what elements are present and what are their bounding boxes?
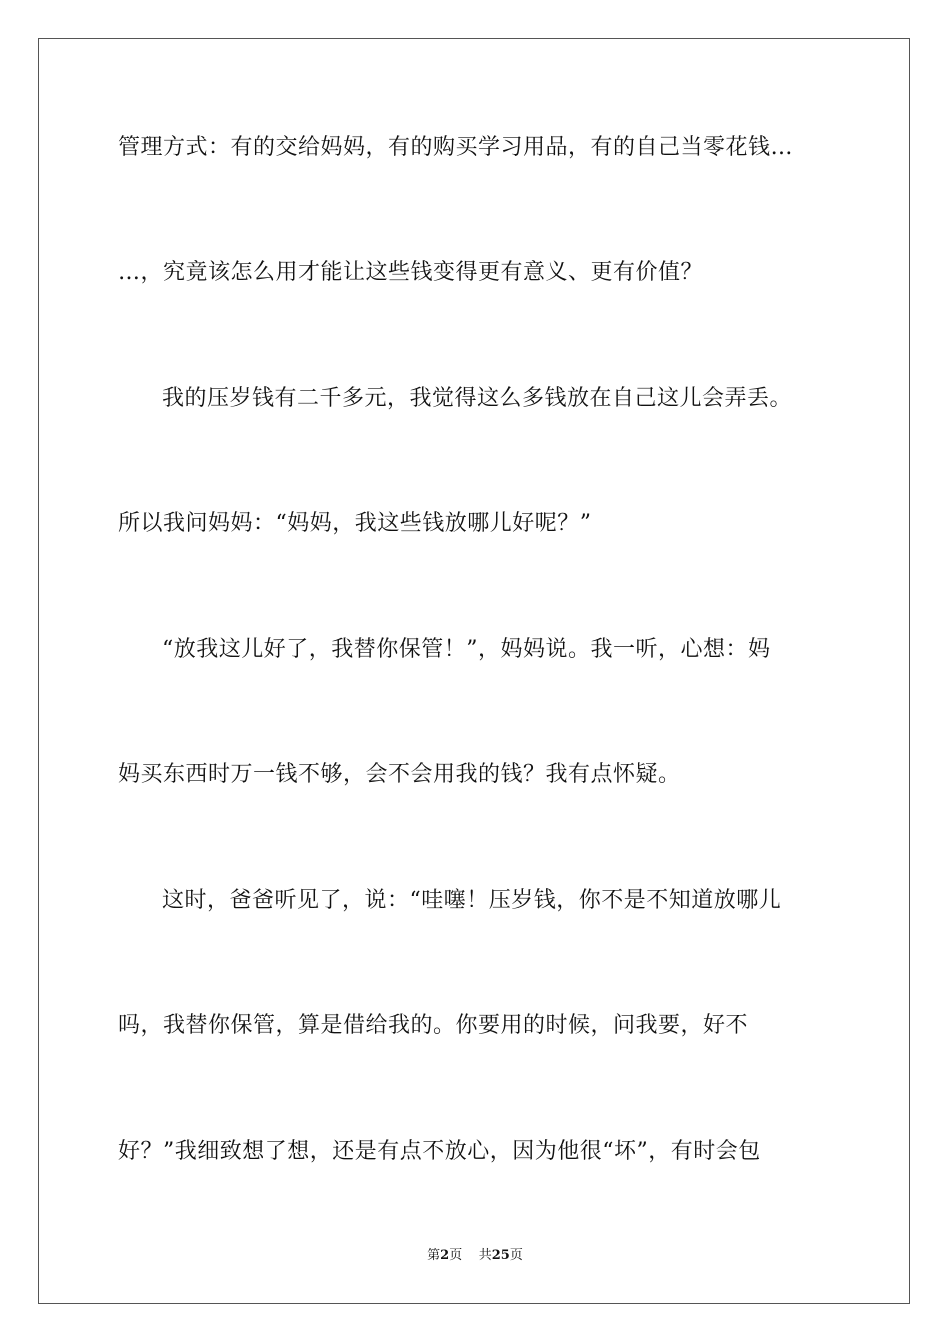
text-line-1: 管理方式：有的交给妈妈，有的购买学习用品，有的自己当零花钱… bbox=[118, 135, 794, 160]
text-line-9: 好？”我细致想了想，还是有点不放心，因为他很“坏”，有时会包 bbox=[118, 1139, 761, 1164]
text-line-7: 这时，爸爸听见了，说：“哇噻！压岁钱，你不是不知道放哪儿 bbox=[162, 888, 782, 913]
page-footer bbox=[0, 1248, 950, 1264]
page-border bbox=[38, 38, 910, 1304]
text-line-2: …，究竟该怎么用才能让这些钱变得更有意义、更有价值？ bbox=[118, 260, 704, 285]
text-line-6: 妈买东西时万一钱不够，会不会用我的钱？我有点怀疑。 bbox=[118, 762, 681, 787]
page-number: 2 bbox=[440, 1248, 450, 1263]
text-line-3: 我的压岁钱有二千多元，我觉得这么多钱放在自己这儿会弄丢。 bbox=[162, 386, 793, 411]
page-suffix: 页 bbox=[449, 1248, 463, 1263]
total-prefix: 共 bbox=[478, 1248, 492, 1263]
total-suffix: 页 bbox=[509, 1248, 523, 1263]
total-pages: 25 bbox=[491, 1248, 510, 1263]
text-line-4: 所以我问妈妈：“妈妈，我这些钱放哪儿好呢？” bbox=[118, 511, 592, 536]
page-prefix: 第 bbox=[427, 1248, 441, 1263]
text-line-8: 吗，我替你保管，算是借给我的。你要用的时候，问我要，好不 bbox=[118, 1013, 749, 1038]
text-line-5: “放我这儿好了，我替你保管！”，妈妈说。我一听，心想：妈 bbox=[162, 637, 771, 662]
